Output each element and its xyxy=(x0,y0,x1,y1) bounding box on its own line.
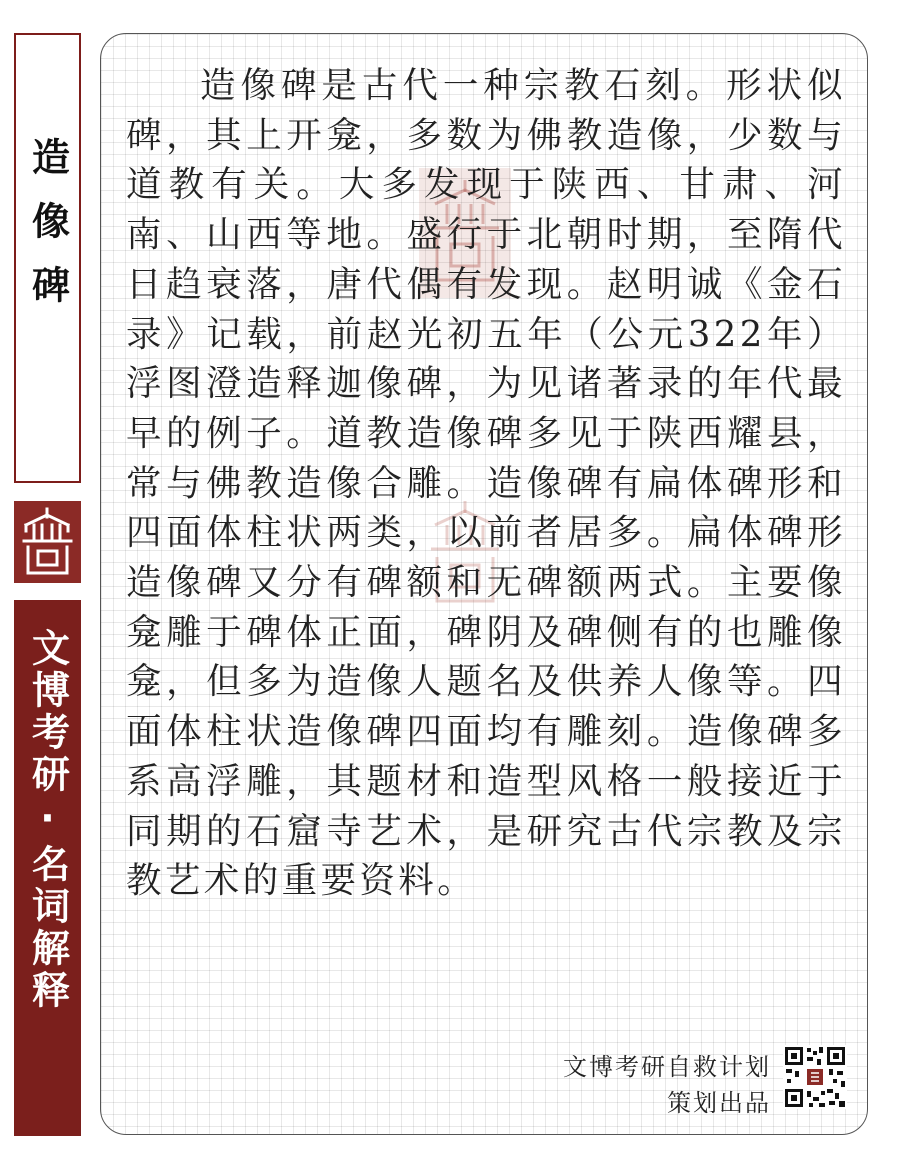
qr-code-icon[interactable] xyxy=(783,1045,847,1109)
definition-text: 造像碑是古代一种宗教石刻。形状似碑，其上开龛，多数为佛教造像，少数与道教有关。大多发现于陕西、甘肃、河南、山西等地。盛行于北朝时期，至隋代日趋衰落，唐代偶有发现。赵明诚《金石录》记载，前赵光初五年（公元322年）浮图澄造释迦像碑，为见诸著录的年代最早的例子。道教造像碑多见于陕西耀县，常与佛教造像合雕。造像碑有扁体碑形和四面体柱状两类，以前者居多。扁体碑形造像碑又分有碑额和无碑额两式。主要像龛雕于碑体正面，碑阴及碑侧有的也雕像龛，但多为造像人题名及供养人像等。四面体柱状造像碑四面均有雕刻。造像碑多系高浮雕，其题材和造型风格一般接近于同期的石窟寺艺术，是研究古代宗教及宗教艺术的重要资料。 xyxy=(126,65,846,902)
seal-logo-icon xyxy=(14,501,81,583)
term-title: 造像碑 xyxy=(25,137,70,329)
series-label: 文博考研·名词解释 xyxy=(25,628,70,1012)
definition-card xyxy=(100,33,868,1135)
series-label-box xyxy=(14,600,81,1136)
credit-line-2: 策划出品 xyxy=(667,1089,771,1117)
credit-line-1: 文博考研自救计划 xyxy=(563,1053,771,1081)
term-title-box xyxy=(14,33,81,483)
